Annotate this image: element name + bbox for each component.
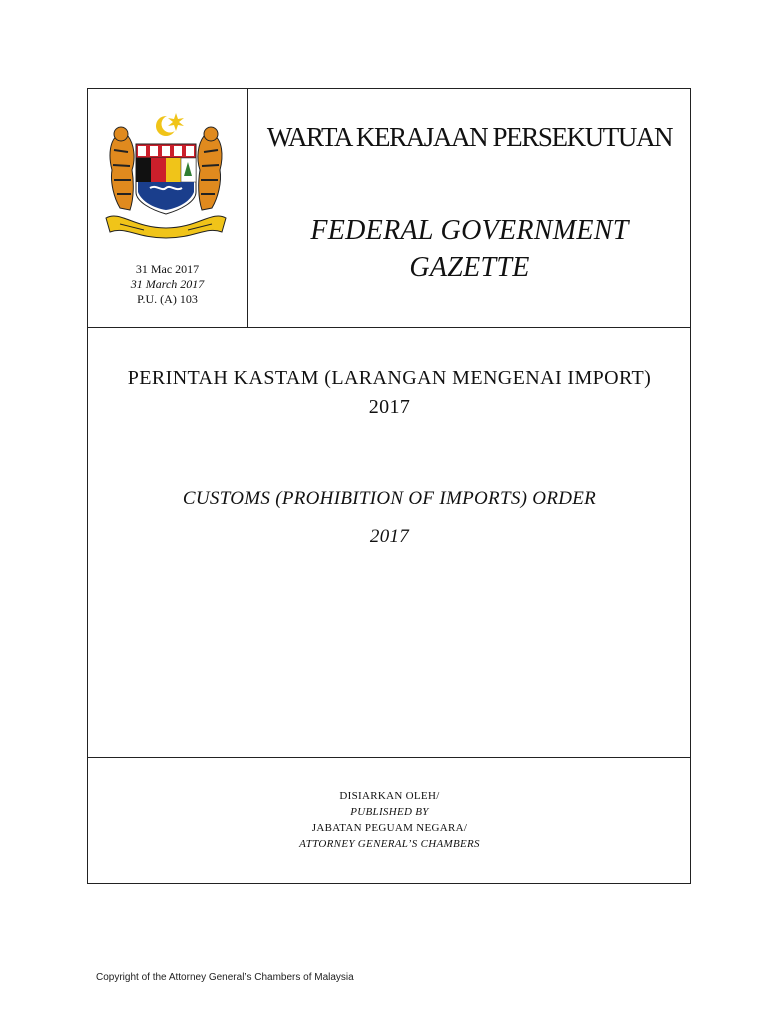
gazette-title-en-line1: FEDERAL GOVERNMENT (310, 215, 629, 246)
pu-number: P.U. (A) 103 (137, 292, 198, 306)
copyright-notice: Copyright of the Attorney General’s Chambers of Malaysia (96, 972, 354, 983)
publisher-label-en: PUBLISHED BY (350, 806, 429, 818)
issue-info (88, 262, 247, 307)
malaysia-coat-of-arms-icon (100, 110, 232, 245)
right-tiger (198, 127, 222, 210)
gazette-title-en (248, 212, 691, 286)
publisher-label-ms: DISIARKAN OLEH/ (339, 790, 440, 802)
publisher-name-en: ATTORNEY GENERAL’S CHAMBERS (299, 838, 480, 850)
order-title-en (88, 480, 691, 556)
shield (136, 144, 196, 214)
publisher-block (88, 788, 691, 852)
gazette-title-ms: WARTA KERAJAAN PERSEKUTUAN (266, 122, 673, 152)
left-tiger (110, 127, 134, 210)
order-title-ms-line2: 2017 (368, 396, 411, 418)
order-title-en-line1: CUSTOMS (PROHIBITION OF IMPORTS) ORDER (182, 488, 597, 509)
order-title-ms (88, 364, 691, 422)
header-divider-horizontal (87, 327, 691, 328)
issue-date-en: 31 March 2017 (130, 277, 205, 291)
order-title-ms-line1: PERINTAH KASTAM (LARANGAN MENGENAI IMPORT) (127, 367, 652, 389)
issue-date-ms: 31 Mac 2017 (135, 262, 200, 276)
publisher-name-ms: JABATAN PEGUAM NEGARA/ (311, 822, 468, 834)
publisher-divider-horizontal (87, 757, 691, 758)
order-title-en-line2: 2017 (369, 526, 410, 547)
gazette-title-en-line2: GAZETTE (409, 252, 530, 283)
